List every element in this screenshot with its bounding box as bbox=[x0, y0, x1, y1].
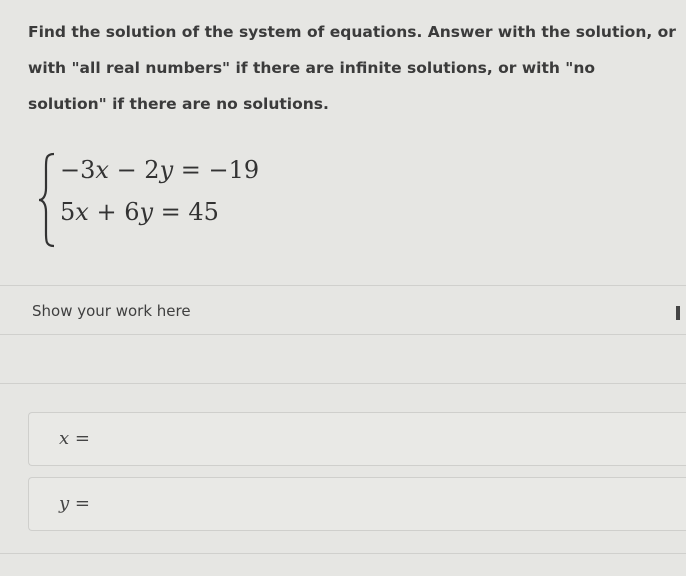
divider bbox=[0, 553, 686, 554]
equation-2: 5x + 6y = 45 bbox=[60, 198, 219, 226]
left-brace-icon bbox=[36, 150, 58, 250]
x-answer-box[interactable] bbox=[28, 412, 686, 466]
x-answer-input[interactable] bbox=[109, 423, 673, 455]
y-answer-label: y = bbox=[59, 493, 90, 514]
divider bbox=[0, 334, 686, 335]
equation-system bbox=[36, 150, 356, 250]
text-cursor bbox=[676, 306, 680, 320]
x-answer-label: x = bbox=[59, 428, 90, 449]
question-text: Find the solution of the system of equations. Answer with the solution, or with "all real numbers" if there are infinite solutions, or with "no solution" if there are no solutions. bbox=[28, 23, 676, 113]
y-answer-box[interactable] bbox=[28, 477, 686, 531]
divider bbox=[0, 285, 686, 286]
y-answer-input[interactable] bbox=[109, 488, 673, 520]
work-area-label: Show your work here bbox=[32, 302, 191, 320]
divider bbox=[0, 383, 686, 384]
equation-1: −3x − 2y = −19 bbox=[60, 156, 260, 184]
